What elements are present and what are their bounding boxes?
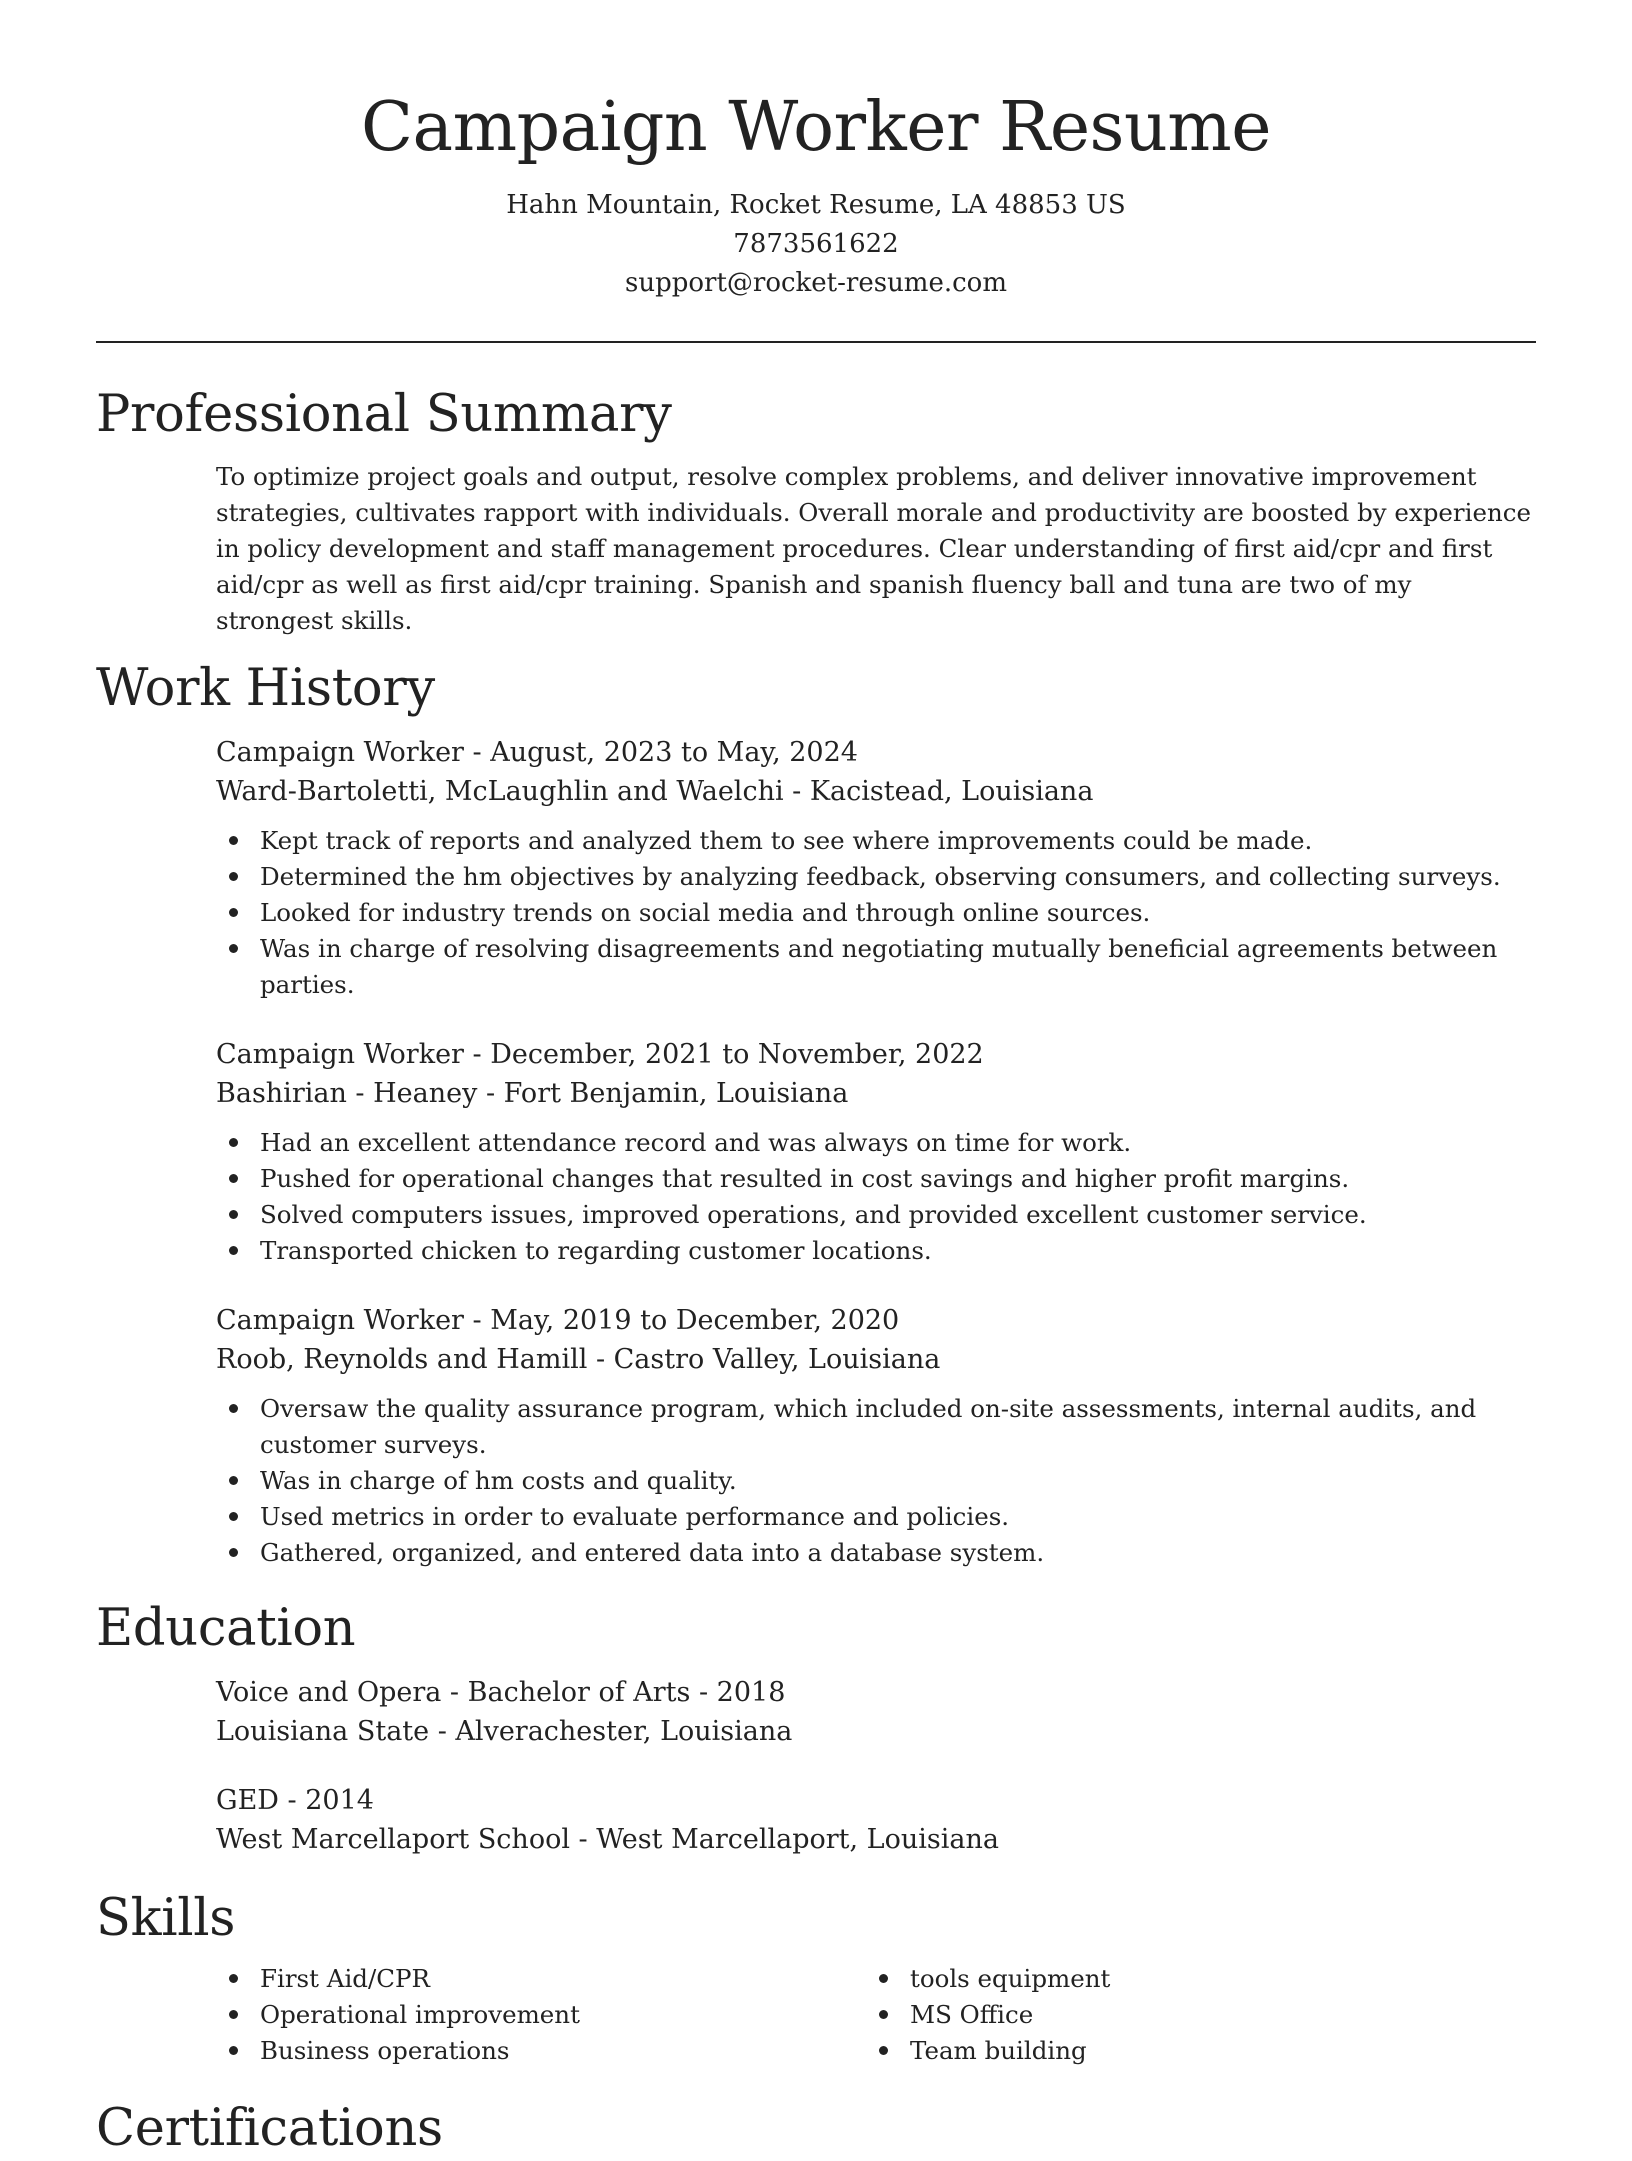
job-role: Campaign Worker [216,1039,464,1070]
certifications-section [96,2097,1536,2161]
job-title-line [216,1035,1536,1074]
education-location: - West Marcellaport, Louisiana [569,1824,999,1855]
bullet-dot-icon [229,2010,238,2019]
education-entry [216,1673,1536,1751]
work-history-heading: Work History [96,659,435,718]
education-section [96,1597,1536,1859]
contact-email: support@rocket-resume.com [624,268,1007,298]
list-item: Operational improvement [216,1997,866,2033]
job-role: Campaign Worker [216,737,464,768]
list-item: Used metrics in order to evaluate performance and policies. [216,1499,1536,1535]
list-item: Was in charge of resolving disagreements and negotiating mutually beneficial agreements between parties. [216,931,1536,1003]
bullet-dot-icon [879,2046,888,2055]
bullet-dot-icon [229,872,238,881]
job-entry [216,1035,1536,1269]
header-divider [96,341,1536,343]
skills-column-left [216,1961,866,2069]
list-item: Determined the hm objectives by analyzing feedback, observing consumers, and collecting surveys. [216,859,1536,895]
contact-phone: 7873561622 [733,229,899,259]
job-dates: - August, 2023 to May, 2024 [463,737,858,768]
bullet-dot-icon [879,2010,888,2019]
job-company: Ward-Bartoletti, McLaughlin and Waelchi [216,776,784,807]
bullet-dot-icon [229,1246,238,1255]
bullet-dot-icon [229,1548,238,1557]
bullet-dot-icon [229,2046,238,2055]
list-item: Kept track of reports and analyzed them to see where improvements could be made. [216,823,1536,859]
job-location: - Castro Valley, Louisiana [587,1344,941,1375]
job-duties [216,1125,1536,1269]
job-location: - Kacistead, Louisiana [783,776,1094,807]
bullet-dot-icon [879,1974,888,1983]
bullet-dot-icon [229,1174,238,1183]
job-duties [216,823,1536,1003]
education-heading: Education [96,1599,356,1658]
bullet-dot-icon [229,1974,238,1983]
work-history-section [96,657,1536,1571]
education-school: West Marcellaport School [216,1824,570,1855]
resume-page [96,0,1536,2161]
job-location: - Fort Benjamin, Louisiana [477,1078,849,1109]
resume-header [96,0,1536,303]
list-item: Oversaw the quality assurance program, which included on-site assessments, internal audits, and customer surveys. [216,1391,1536,1463]
education-location: - Alverachester, Louisiana [429,1716,793,1747]
list-item: Transported chicken to regarding customer locations. [216,1233,1536,1269]
job-company: Bashirian - Heaney [216,1078,478,1109]
job-role: Campaign Worker [216,1305,464,1336]
job-company-line [216,1074,1536,1113]
education-entry [216,1781,1536,1859]
bullet-dot-icon [229,1512,238,1521]
job-company-line [216,1340,1536,1379]
bullet-dot-icon [229,944,238,953]
bullet-dot-icon [229,836,238,845]
bullet-dot-icon [229,1476,238,1485]
skills-section [96,1887,1536,2069]
job-company: Roob, Reynolds and Hamill [216,1344,588,1375]
summary-section [96,383,1536,639]
list-item: MS Office [866,1997,1516,2033]
list-item: Team building [866,2033,1516,2069]
education-degree: Voice and Opera - Bachelor of Arts - 2018 [216,1677,786,1708]
list-item: Was in charge of hm costs and quality. [216,1463,1536,1499]
list-item: Solved computers issues, improved operations, and provided excellent customer service. [216,1197,1536,1233]
bullet-dot-icon [229,1210,238,1219]
job-dates: - December, 2021 to November, 2022 [463,1039,984,1070]
resume-title: Campaign Worker Resume [361,88,1271,167]
job-entry [216,1301,1536,1571]
summary-heading: Professional Summary [96,385,672,444]
list-item: First Aid/CPR [216,1961,866,1997]
skills-column-right [866,1961,1516,2069]
list-item: Gathered, organized, and entered data into a database system. [216,1535,1536,1571]
list-item: Looked for industry trends on social media and through online sources. [216,895,1536,931]
bullet-dot-icon [229,1404,238,1413]
education-school-line [216,1712,1536,1751]
job-dates: - May, 2019 to December, 2020 [463,1305,900,1336]
job-title-line [216,733,1536,772]
education-school-line [216,1820,1536,1859]
list-item: Pushed for operational changes that resulted in cost savings and higher profit margins. [216,1161,1536,1197]
education-school: Louisiana State [216,1716,430,1747]
summary-text: To optimize project goals and output, resolve complex problems, and deliver innovative improvement strategies, cultivates rapport with individuals. Overall morale and productivity are boosted by experience in policy development and staff management procedures. Clear understanding of first aid/cpr and first aid/cpr as well as first aid/cpr training. Spanish and spanish fluency ball and tuna are two of my strongest skills. [216,462,1531,635]
job-duties [216,1391,1536,1571]
skills-heading: Skills [96,1889,236,1948]
certifications-heading: Certifications [96,2099,443,2158]
job-entry [216,733,1536,1003]
list-item: tools equipment [866,1961,1516,1997]
bullet-dot-icon [229,1138,238,1147]
list-item: Business operations [216,2033,866,2069]
list-item: Had an excellent attendance record and was always on time for work. [216,1125,1536,1161]
education-degree: GED - 2014 [216,1785,374,1816]
skills-grid [216,1961,1536,2069]
bullet-dot-icon [229,908,238,917]
job-company-line [216,772,1536,811]
contact-address: Hahn Mountain, Rocket Resume, LA 48853 US [506,190,1126,220]
job-title-line [216,1301,1536,1340]
